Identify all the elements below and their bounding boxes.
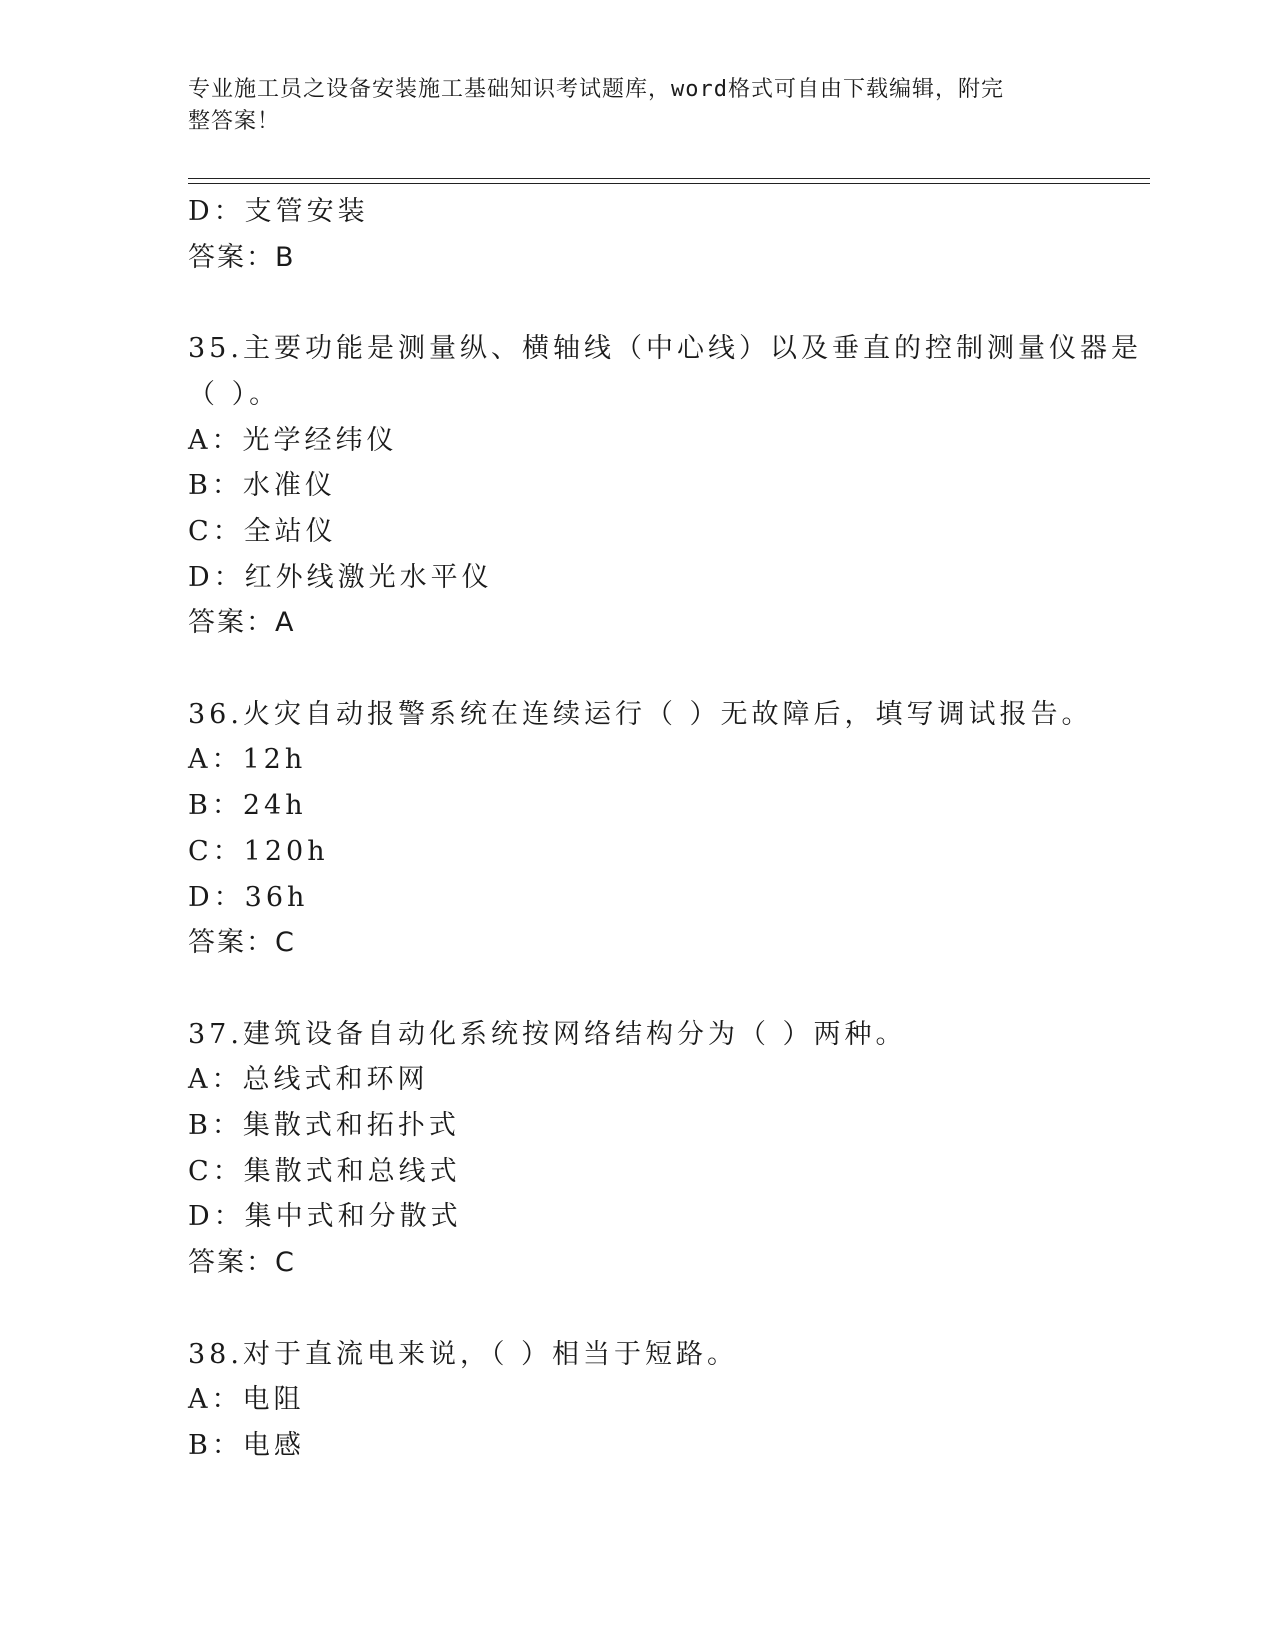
answer: 答案：B (188, 241, 296, 273)
document-header (188, 74, 1088, 138)
question-list (188, 189, 1142, 1469)
question-stem: 35.主要功能是测量纵、横轴线（中心线）以及垂直的控制测量仪器是 (188, 333, 1142, 365)
option-d: D：支管安装 (188, 196, 369, 227)
option-a: A：光学经纬仪 (188, 424, 398, 456)
option-d: D：36h (188, 881, 309, 913)
option-a: A：12h (188, 744, 307, 776)
header-line-1: 专业施工员之设备安装施工基础知识考试题库，word格式可自由下载编辑，附完 (188, 77, 1004, 102)
option-b: B：集散式和拓扑式 (188, 1110, 460, 1142)
answer: 答案：C (188, 927, 296, 959)
question-37 (188, 1012, 1088, 1286)
header-rule-bottom (188, 183, 1150, 184)
question-36 (188, 692, 1093, 966)
option-b: B：24h (188, 790, 307, 822)
question-38 (188, 1332, 1088, 1469)
question-stem-cont: （ ）。 (188, 378, 281, 410)
question-stem: 36.火灾自动报警系统在连续运行（ ）无故障后，填写调试报告。 (188, 698, 1093, 730)
option-d: D：红外线激光水平仪 (188, 561, 493, 593)
option-a: A：电阻 (188, 1384, 305, 1416)
option-a: A：总线式和环网 (188, 1064, 429, 1096)
option-d: D：集中式和分散式 (188, 1201, 462, 1233)
question-35 (188, 326, 1142, 646)
header-line-2: 整答案！ (188, 109, 281, 134)
option-b: B：水准仪 (188, 470, 336, 502)
question-stem: 38.对于直流电来说，（ ）相当于短路。 (188, 1338, 739, 1370)
question-stem: 37.建筑设备自动化系统按网络结构分为（ ）两种。 (188, 1018, 907, 1050)
option-b: B：电感 (188, 1429, 305, 1461)
answer: 答案：C (188, 1247, 296, 1279)
answer: 答案：A (188, 607, 296, 639)
option-c: C：全站仪 (188, 515, 337, 547)
option-c: C：集散式和总线式 (188, 1155, 461, 1187)
option-c: C：120h (188, 835, 329, 867)
header-rule-top (188, 178, 1150, 179)
